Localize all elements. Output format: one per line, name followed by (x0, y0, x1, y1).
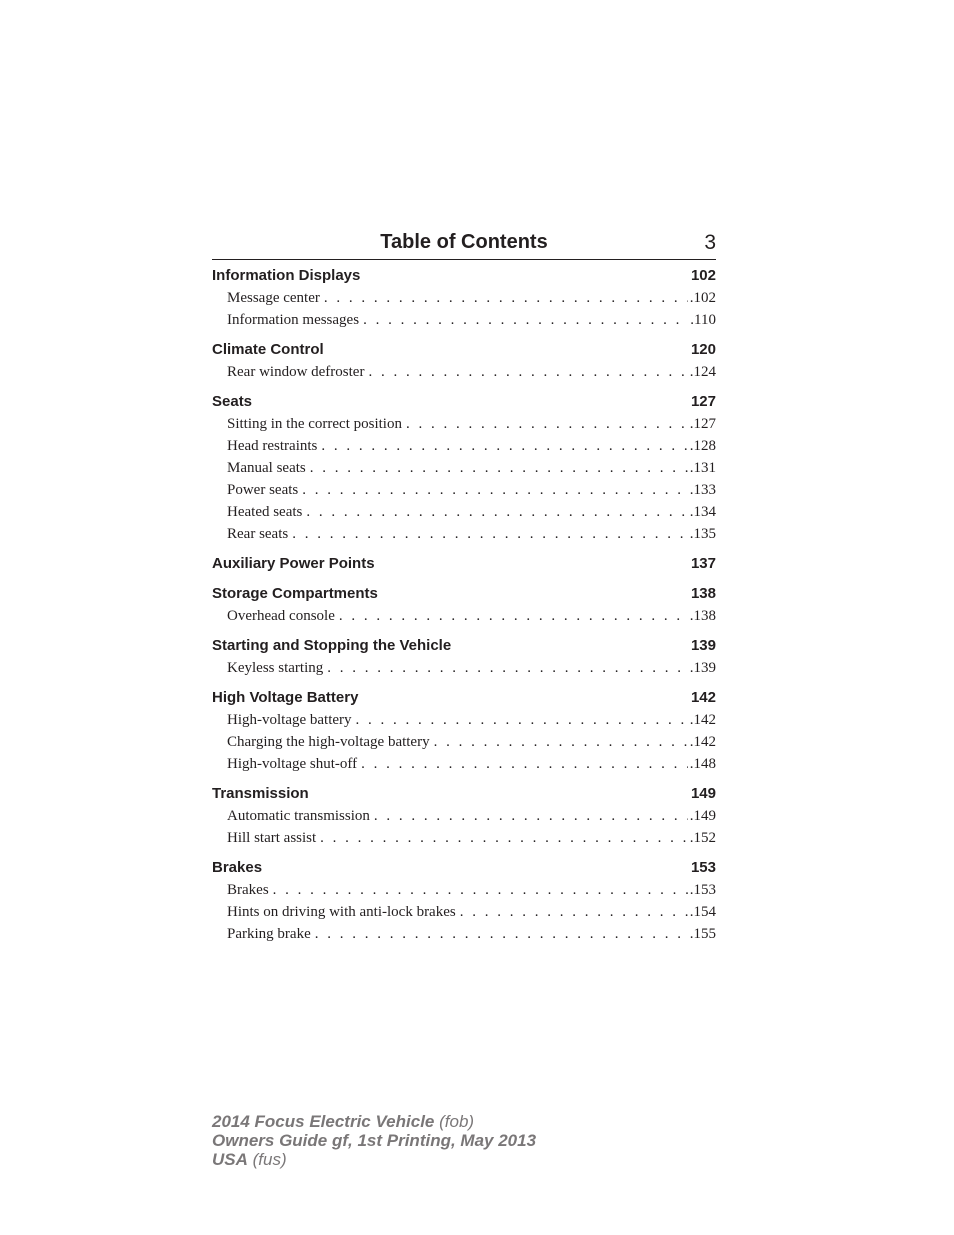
toc-section (212, 857, 716, 945)
toc-section (212, 391, 716, 545)
section-gap (212, 575, 716, 583)
dot-leader (356, 709, 688, 731)
section-heading[interactable] (212, 339, 716, 361)
footer-line-3: USA (fus) (212, 1150, 287, 1169)
toc-entry[interactable] (227, 287, 716, 309)
dot-leader (460, 901, 688, 923)
dot-leader (320, 827, 688, 849)
dot-leader (339, 605, 688, 627)
section-heading[interactable] (212, 687, 716, 709)
section-heading[interactable] (212, 553, 716, 575)
dot-leader (434, 731, 688, 753)
toc-entry[interactable] (227, 731, 716, 753)
toc-entry[interactable] (227, 523, 716, 545)
section-gap (212, 627, 716, 635)
entry-label: Parking brake (227, 926, 311, 942)
entry-label: Keyless starting (227, 660, 324, 676)
entry-label: Rear seats (227, 526, 289, 542)
footer-line-1: 2014 Focus Electric Vehicle (fob) (212, 1112, 475, 1131)
entry-page: .149 (689, 808, 716, 824)
toc-entry[interactable] (227, 805, 716, 827)
section-title: Transmission (212, 785, 309, 802)
entry-page: .110 (690, 312, 716, 328)
entry-page: .148 (689, 756, 716, 772)
section-title: Information Displays (212, 267, 361, 284)
entry-label: Hill start assist (227, 830, 317, 846)
dot-leader (302, 479, 688, 501)
entry-page: .124 (689, 364, 716, 380)
section-title: Starting and Stopping the Vehicle (212, 637, 452, 654)
toc-entry[interactable] (227, 753, 716, 775)
section-page: 139 (690, 637, 716, 654)
dot-leader (374, 805, 688, 827)
entry-page: .142 (689, 712, 716, 728)
entry-label: Heated seats (227, 504, 303, 520)
page-number: 3 (704, 231, 716, 254)
entry-label: Power seats (227, 482, 299, 498)
section-page: 153 (690, 859, 716, 876)
dot-leader (363, 309, 688, 331)
section-title: Brakes (212, 859, 263, 876)
toc-section (212, 687, 716, 775)
toc-entry[interactable] (227, 457, 716, 479)
section-gap (212, 775, 716, 783)
section-gap (212, 849, 716, 857)
section-page: 120 (690, 341, 716, 358)
entry-page: .138 (689, 608, 716, 624)
toc-section (212, 553, 716, 575)
section-heading[interactable] (212, 583, 716, 605)
section-heading[interactable] (212, 391, 716, 413)
section-gap (212, 679, 716, 687)
entry-page: .155 (689, 926, 716, 942)
page-title: Table of Contents (380, 231, 548, 253)
entry-label: Overhead console (227, 608, 335, 624)
toc-entry[interactable] (227, 879, 716, 901)
section-heading[interactable] (212, 857, 716, 879)
section-heading[interactable] (212, 635, 716, 657)
section-gap (212, 545, 716, 553)
section-title: Auxiliary Power Points (212, 555, 375, 572)
toc-entry[interactable] (227, 479, 716, 501)
entry-page: .134 (689, 504, 716, 520)
section-gap (212, 383, 716, 391)
footer (212, 1112, 536, 1169)
section-page: 102 (690, 267, 716, 284)
section-page: 138 (690, 585, 716, 602)
entry-label: Hints on driving with anti-lock brakes (227, 904, 456, 920)
toc-entry[interactable] (227, 923, 716, 945)
entry-page: .139 (689, 660, 716, 676)
entry-label: Charging the high-voltage battery (227, 734, 430, 750)
dot-leader (327, 657, 688, 679)
entry-page: .127 (689, 416, 716, 432)
toc-entry[interactable] (227, 605, 716, 627)
entry-label: Head restraints (227, 438, 318, 454)
section-title: Storage Compartments (212, 585, 378, 602)
entry-page: .154 (689, 904, 716, 920)
entry-page: .102 (689, 290, 716, 306)
section-page: 127 (690, 393, 716, 410)
dot-leader (292, 523, 688, 545)
section-page: 149 (690, 785, 716, 802)
footer-line-2: Owners Guide gf, 1st Printing, May 2013 (212, 1131, 537, 1150)
toc-entry[interactable] (227, 413, 716, 435)
toc-section (212, 635, 716, 679)
toc-section (212, 339, 716, 383)
toc-entry[interactable] (227, 361, 716, 383)
entry-page: .153 (689, 882, 716, 898)
entry-label: Sitting in the correct position (227, 416, 402, 432)
section-page: 142 (690, 689, 716, 706)
section-page: 137 (690, 555, 716, 572)
toc-entry[interactable] (227, 657, 716, 679)
dot-leader (273, 879, 688, 901)
toc-entry[interactable] (227, 501, 716, 523)
entry-page: .131 (689, 460, 716, 476)
page-header (212, 230, 716, 260)
toc-entry[interactable] (227, 709, 716, 731)
entry-label: Brakes (227, 882, 269, 898)
section-title: Seats (212, 393, 253, 410)
entry-page: .133 (689, 482, 716, 498)
entry-page: .135 (689, 526, 716, 542)
dot-leader (321, 435, 687, 457)
entry-label: High-voltage battery (227, 712, 352, 728)
dot-leader (361, 753, 688, 775)
entry-label: Message center (227, 290, 320, 306)
toc-entry[interactable] (227, 309, 716, 331)
dot-leader (368, 361, 687, 383)
toc-entry[interactable] (227, 901, 716, 923)
toc-section (212, 783, 716, 849)
entry-label: High-voltage shut-off (227, 756, 358, 772)
section-title: Climate Control (212, 341, 324, 358)
toc-entry[interactable] (227, 435, 716, 457)
entry-label: Rear window defroster (227, 364, 365, 380)
dot-leader (324, 287, 688, 309)
dot-leader (306, 501, 687, 523)
section-gap (212, 331, 716, 339)
entry-label: Manual seats (227, 460, 306, 476)
toc-entry[interactable] (227, 827, 716, 849)
entry-label: Automatic transmission (227, 808, 370, 824)
toc-section (212, 583, 716, 627)
section-heading[interactable] (212, 783, 716, 805)
table-of-contents (212, 265, 716, 945)
toc-section (212, 265, 716, 331)
entry-page: .152 (689, 830, 716, 846)
entry-label: Information messages (227, 312, 360, 328)
dot-leader (310, 457, 688, 479)
section-heading[interactable] (212, 265, 716, 287)
dot-leader (315, 923, 688, 945)
entry-page: .128 (689, 438, 716, 454)
section-title: High Voltage Battery (212, 689, 359, 706)
entry-page: .142 (689, 734, 716, 750)
dot-leader (406, 413, 688, 435)
